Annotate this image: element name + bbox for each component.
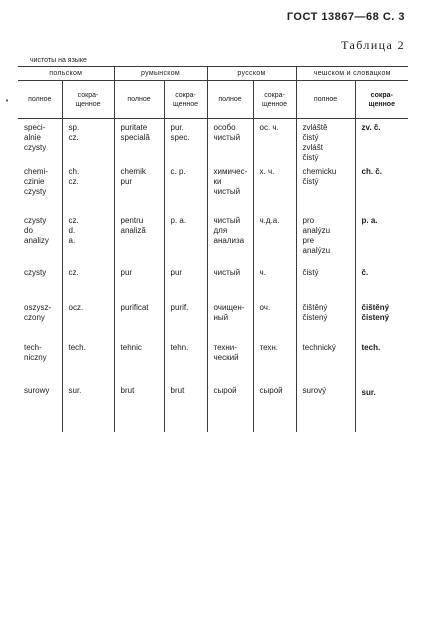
subheader-romanian-full: полное — [114, 81, 164, 119]
cell-polish-abbr: ch. cz. — [62, 163, 114, 212]
cell-romanian-abbr: c. p. — [164, 163, 207, 212]
table-title: Таблица 2 — [341, 38, 405, 52]
cell-romanian-abbr: brut — [164, 382, 207, 432]
cell-czech-full: surový — [296, 382, 355, 432]
cell-russian-abbr: ос. ч. — [253, 119, 296, 164]
language-russian: русском — [207, 67, 296, 81]
cell-polish-full: surowy — [24, 386, 50, 395]
cell-czech-full: technický — [296, 339, 355, 382]
cell-romanian-abbr: pur — [164, 264, 207, 299]
cell-polish-abbr: tech. — [62, 339, 114, 382]
cell-polish-full: czysty — [24, 268, 47, 277]
cell-czech-abbr: p. a. — [355, 212, 408, 264]
cell-romanian-abbr: purif. — [164, 299, 207, 339]
table-row — [18, 163, 408, 212]
margin-mark: • — [5, 97, 10, 105]
cell-czech-full: chemicku čistý — [296, 163, 355, 212]
cell-romanian-full: tehnic — [114, 339, 164, 382]
table-row — [18, 299, 408, 339]
table-row — [18, 339, 408, 382]
cell-czech-abbr: zv. č. — [355, 119, 408, 164]
table-body — [18, 119, 408, 433]
cell-russian-full: сырой — [207, 382, 253, 432]
cell-czech-full: čištěný čistený — [296, 299, 355, 339]
cell-romanian-abbr: tehn. — [164, 339, 207, 382]
cell-czech-full: zvláště čistý zvlášt čistý — [296, 119, 355, 164]
cell-russian-full: чистый — [207, 264, 253, 299]
cell-russian-abbr: ч. — [253, 264, 296, 299]
cell-polish-abbr: sur. — [62, 382, 114, 432]
gost-page-header: ГОСТ 13867—68 С. 3 — [286, 11, 405, 23]
cell-polish-abbr: cz. — [62, 264, 114, 299]
language-romanian: румынском — [114, 67, 207, 81]
table-row — [18, 212, 408, 264]
table-row — [18, 382, 408, 432]
table-row — [18, 119, 408, 164]
language-header-row — [18, 67, 408, 81]
subheader-polish-full: полное — [18, 81, 62, 119]
cell-polish-full: tech- niczny — [24, 343, 47, 362]
cell-polish-abbr: cz. d. a. — [62, 212, 114, 264]
cell-russian-full: химичес- ки чистый — [207, 163, 253, 212]
subheader-russian-full: полное — [207, 81, 253, 119]
cell-russian-abbr: техн. — [253, 339, 296, 382]
cell-romanian-full: pur — [114, 264, 164, 299]
cell-polish-full: oszysz- czony — [24, 303, 52, 322]
subheader-czech-full: полное — [296, 81, 355, 119]
cell-czech-abbr: ch. č. — [355, 163, 408, 212]
cell-russian-full: очищен- ный — [207, 299, 253, 339]
cell-russian-full: техни- ческий — [207, 339, 253, 382]
table-header-note: чистоты на языке — [30, 57, 87, 64]
cell-russian-full: особо чистый — [207, 119, 253, 164]
cell-romanian-full: purificat — [114, 299, 164, 339]
cell-russian-abbr: ч.д.а. — [253, 212, 296, 264]
cell-polish-abbr: sp. cz. — [62, 119, 114, 164]
cell-romanian-full: brut — [114, 382, 164, 432]
cell-czech-full: čistý — [296, 264, 355, 299]
cell-romanian-full: puritate specială — [114, 119, 164, 164]
cell-czech-full: pro analýzu pre analýzu — [296, 212, 355, 264]
cell-polish-full: czysty do analizy — [24, 216, 49, 245]
table-row — [18, 264, 408, 299]
cell-romanian-full: chemik pur — [114, 163, 164, 212]
cell-polish-abbr: ocz. — [62, 299, 114, 339]
subheader-czech-abbr: сокра- щенное — [355, 81, 408, 119]
subheader-polish-abbr: сокра- щенное — [62, 81, 114, 119]
cell-czech-abbr: sur. — [355, 382, 408, 432]
cell-polish-full: speci- alnie czysty — [24, 123, 47, 152]
cell-czech-abbr: č. — [355, 264, 408, 299]
cell-romanian-abbr: pur. spec. — [164, 119, 207, 164]
cell-czech-abbr: čištěný čistený — [355, 299, 408, 339]
purity-grades-table — [18, 66, 408, 432]
subheader-russian-abbr: сокра- щенное — [253, 81, 296, 119]
cell-russian-full: чистый для анализа — [207, 212, 253, 264]
cell-polish-full: chemi- czinie czysty — [24, 167, 49, 196]
cell-czech-abbr: tech. — [355, 339, 408, 382]
cell-russian-abbr: сырой — [253, 382, 296, 432]
cell-russian-abbr: оч. — [253, 299, 296, 339]
subheader-romanian-abbr: сокра- щенное — [164, 81, 207, 119]
cell-romanian-full: pentru analiză — [114, 212, 164, 264]
language-czech-slovak: чешском и словацком — [296, 67, 408, 81]
cell-russian-abbr: х. ч. — [253, 163, 296, 212]
cell-romanian-abbr: p. a. — [164, 212, 207, 264]
language-polish: польском — [18, 67, 114, 81]
column-subheader-row — [18, 81, 408, 119]
